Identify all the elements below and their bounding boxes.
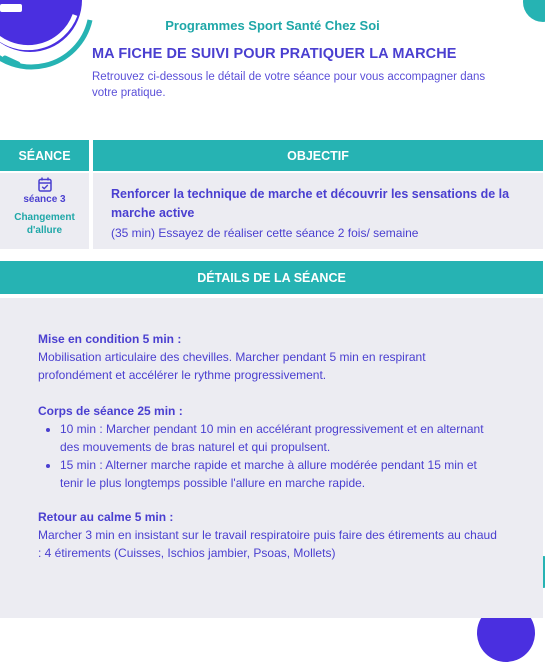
seance-number: séance 3 — [23, 194, 66, 205]
objectif-cell — [93, 173, 543, 249]
mise-en-condition-title: Mise en condition 5 min : — [38, 332, 182, 346]
intro-text: Retrouvez ci-dessous le détail de votre séance pour vous accompagner dans votre pratique. — [92, 71, 486, 99]
calendar-check-icon — [38, 177, 52, 192]
seance-cell — [0, 173, 89, 249]
program-name: Programmes Sport Santé Chez Soi — [165, 18, 380, 33]
seance-subtitle: Changement d'allure — [14, 212, 75, 236]
header — [0, 18, 545, 33]
corps-de-seance-title: Corps de séance 25 min : — [38, 404, 183, 418]
page-title: MA FICHE DE SUIVI POUR PRATIQUER LA MARCHE — [92, 46, 457, 62]
retour-au-calme-section — [38, 508, 498, 562]
mise-en-condition-section — [38, 330, 498, 384]
retour-au-calme-text: Marcher 3 min en insistant sur le travail respiratoire puis faire des étirements au chaud : 4 étirements (Cuisses, Ischios jambier, Psoas, Mollets) — [38, 528, 497, 560]
objectif-note: (35 min) Essayez de réaliser cette séance 2 fois/ semaine — [111, 226, 419, 240]
corps-de-seance-list — [38, 420, 498, 492]
column-header-seance: SÉANCE — [0, 140, 89, 171]
objectif-title: Renforcer la technique de marche et découvrir les sensations de la marche active — [111, 187, 510, 220]
column-header-objectif: OBJECTIF — [93, 140, 543, 171]
list-item: • 10 min : Marcher pendant 10 min en accélérant progressivement et en alternant des mouvements de bras naturel et qui propulsent. — [60, 420, 498, 456]
corps-de-seance-section — [38, 402, 498, 492]
details-heading: DÉTAILS DE LA SÉANCE — [0, 261, 543, 294]
mise-en-condition-text: Mobilisation articulaire des chevilles. Marcher pendant 5 min en respirant profondément et accélérer le rythme progressivement. — [38, 350, 426, 382]
list-item: • 15 min : Alterner marche rapide et marche à allure modérée pendant 15 min et tenir le plus longtemps possible l'allure en marche rapide. — [60, 456, 498, 492]
retour-au-calme-title: Retour au calme 5 min : — [38, 510, 174, 524]
details-panel — [0, 298, 543, 618]
